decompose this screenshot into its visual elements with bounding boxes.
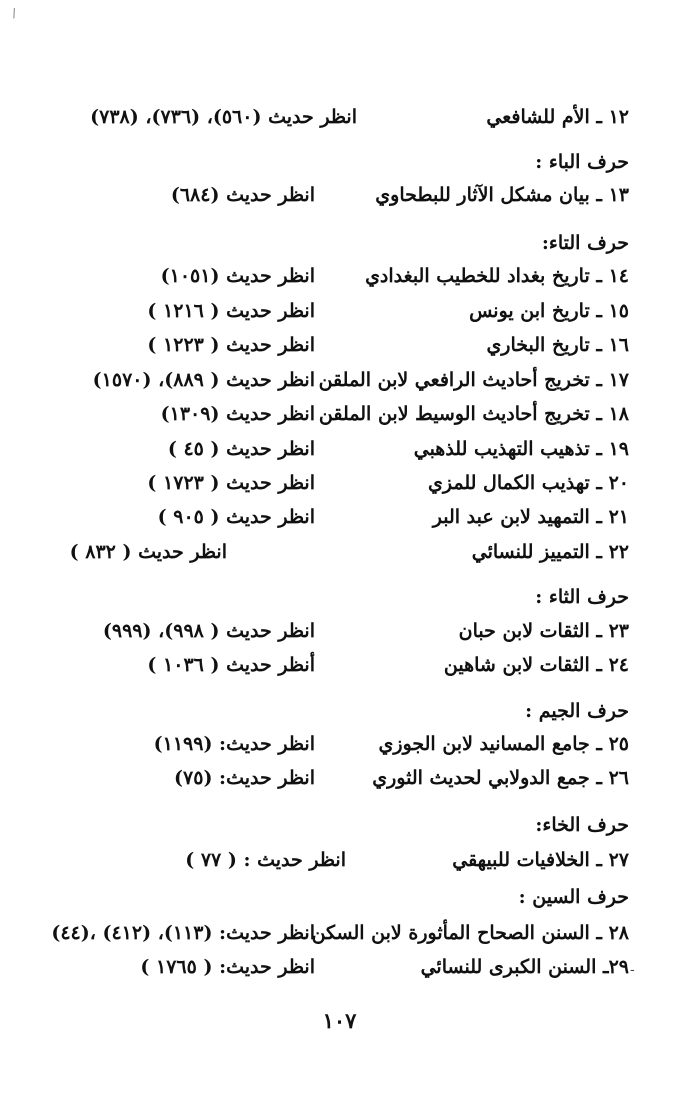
entry-label: ١٨ ـ تخريج أحاديث الوسيط لابن الملقن	[318, 403, 629, 425]
list-item	[0, 727, 679, 761]
entry-reference: انظر حديث (١٣٠٩)	[160, 403, 315, 425]
stray-mark: -	[630, 962, 635, 978]
entry-label: ٢٨ ـ السنن الصحاح المأثورة لابن السكن	[311, 922, 629, 944]
entry-reference: انظر حديث: (١١٩٩)	[153, 733, 315, 755]
entry-reference: انظر حديث ( ٤٥ )	[167, 438, 315, 460]
entry-reference: انظر حديث (١٠٥١)	[160, 265, 315, 287]
entry-reference: انظر حديث ( ٨٨٩)، (١٥٧٠)	[92, 369, 315, 391]
entry-label: ١٣ ـ بيان مشكل الآثار للبطحاوي	[375, 184, 629, 206]
entry-reference: انظر حديث: (٧٥)	[174, 767, 315, 789]
list-item	[0, 100, 679, 134]
entry-label: ١٤ ـ تاريخ بغداد للخطيب البغدادي	[365, 265, 629, 287]
list-item	[0, 466, 679, 500]
list-item	[0, 259, 679, 293]
entry-label: ٢٧ ـ الخلافيات للبيهقي	[452, 849, 629, 871]
list-item	[0, 614, 679, 648]
list-item	[0, 761, 679, 795]
entry-label: ٢١ ـ التمهيد لابن عبد البر	[432, 506, 629, 528]
entry-reference: أنظر حديث ( ١٠٣٦ )	[147, 654, 315, 676]
entry-label: ١٥ ـ تاريخ ابن يونس	[469, 300, 629, 322]
entry-label: ٢٢ ـ التمييز للنسائي	[471, 541, 629, 563]
page-number: ١٠٧	[322, 1008, 357, 1033]
section-heading-ba: حرف الباء :	[535, 151, 629, 173]
list-item	[0, 294, 679, 328]
list-item	[0, 535, 679, 569]
entry-label: ٢٣ ـ الثقات لابن حبان	[458, 620, 629, 642]
entry-label: ٢٠ ـ تهذيب الكمال للمزي	[428, 472, 629, 494]
corner-mark: /	[10, 5, 18, 21]
section-heading-jim: حرف الجيم :	[525, 700, 629, 722]
entry-label: ١٩ ـ تذهيب التهذيب للذهبي	[413, 438, 629, 460]
entry-reference: انظر حديث ( ١٢١٦ )	[147, 300, 315, 322]
section-heading-ta: حرف التاء:	[541, 232, 629, 254]
section-heading-kha: حرف الخاء:	[535, 814, 629, 836]
entry-reference: انظر حديث ( ٩٩٨)، (٩٩٩)	[102, 620, 315, 642]
list-item	[0, 916, 679, 950]
entry-reference: انظر حديث ( ١٧٢٣ )	[147, 472, 315, 494]
list-item	[0, 397, 679, 431]
entry-label: ٢٩ـ السنن الكبرى للنسائي	[420, 956, 629, 978]
section-heading-sin: حرف السين :	[518, 886, 629, 908]
entry-label: ٢٦ ـ جمع الدولابي لحديث الثوري	[372, 767, 629, 789]
entry-label: ٢٥ ـ جامع المسانيد لابن الجوزي	[378, 733, 629, 755]
list-item	[0, 363, 679, 397]
list-item	[0, 843, 679, 877]
list-item	[0, 178, 679, 212]
entry-reference: انظر حديث ( ٩٠٥ )	[157, 506, 315, 528]
list-item	[0, 328, 679, 362]
entry-reference: انظر حديث : ( ٧٧ )	[185, 849, 346, 871]
entry-reference: انظر حديث ( ١٢٢٣ )	[147, 334, 315, 356]
entry-label: ١٢ ـ الأم للشافعي	[486, 106, 629, 128]
entry-reference: انظر حديث: ( ١٧٦٥ )	[140, 956, 315, 978]
list-item	[0, 432, 679, 466]
list-item	[0, 500, 679, 534]
entry-label: ٢٤ ـ الثقات لابن شاهين	[443, 654, 629, 676]
entry-reference: انظر حديث ( ٨٣٢ )	[69, 541, 227, 563]
entry-reference: انظر حديث (٦٨٤)	[170, 184, 315, 206]
entry-reference: انظر حديث: (١١٣)، (٤١٢) ،(٤٤)	[51, 922, 315, 944]
entry-label: ١٧ ـ تخريج أحاديث الرافعي لابن الملقن	[318, 369, 629, 391]
list-item	[0, 950, 679, 984]
entry-reference: انظر حديث (٥٦٠)، (٧٣٦)، (٧٣٨)	[90, 106, 357, 128]
list-item	[0, 648, 679, 682]
section-heading-tha: حرف الثاء :	[535, 586, 629, 608]
entry-label: ١٦ ـ تاريخ البخاري	[486, 334, 629, 356]
